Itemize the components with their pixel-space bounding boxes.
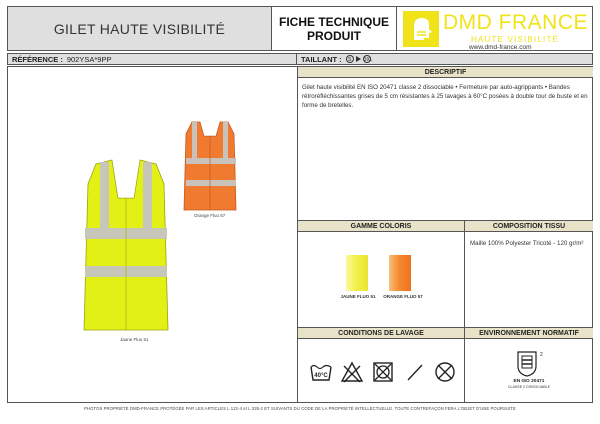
fiche-line-2: PRODUIT [307, 28, 361, 43]
arrow-right-icon [356, 56, 361, 62]
swatch-yellow-label: JAUNE FLUO 51 [340, 294, 376, 299]
no-dry-clean-icon [433, 360, 457, 384]
no-bleach-icon [340, 360, 364, 384]
lavage-heading [298, 327, 464, 339]
size-range [346, 55, 371, 63]
reference-row [7, 53, 297, 65]
body-divider-mid [464, 220, 465, 403]
product-title [7, 6, 272, 51]
composition-heading [465, 220, 593, 232]
brand-logo-block [397, 6, 593, 51]
composition-heading-text: COMPOSITION TISSU [492, 223, 566, 230]
reference-label: RÉFÉRENCE : [12, 54, 63, 64]
taillant-row [297, 53, 593, 65]
en-iso-norm-block [500, 350, 558, 396]
swatch-yellow [346, 255, 368, 291]
yellow-vest-photo [80, 158, 172, 334]
wash-40-icon [309, 360, 333, 384]
size-from-badge: S [346, 55, 354, 63]
descriptif-heading-text: DESCRIPTIF [424, 69, 467, 76]
high-visibility-norm-icon [514, 350, 544, 378]
gamme-coloris-heading [298, 220, 464, 232]
orange-vest-label: Orange Fluo 57 [194, 213, 226, 218]
product-title-text: GILET HAUTE VISIBILITÉ [53, 20, 226, 37]
lavage-heading-text: CONDITIONS DE LAVAGE [338, 330, 424, 337]
brand-logo-icon [402, 10, 440, 48]
wash-temperature: 40°C [314, 373, 328, 379]
gamme-coloris-text: GAMME COLORIS [350, 223, 412, 230]
environnement-heading-text: ENVIRONNEMENT NORMATIF [479, 330, 579, 337]
no-iron-icon [403, 360, 427, 384]
brand-tagline: HAUTE VISIBILITÉ [471, 35, 560, 44]
taillant-label: TAILLANT : [301, 54, 342, 64]
copyright-footer: PHOTOS PROPRIÉTÉ DMD-FRANCE PROTÉGÉE PAR LES ARTICLES L 122-4 et L 335-2 ET SUIVANTS DU CODE DE LA PROPRIÉTÉ INTELLECTUELLE. TOUTE CONTREFAÇON FERA L'OBJET D'UNE POURSUITE [84, 406, 516, 411]
brand-website: www.dmd-france.com [469, 44, 532, 51]
yellow-vest-label: Jaune Fluo 51 [120, 337, 149, 342]
reference-value: 902YSA*9PP [66, 54, 112, 64]
norm-class-number: 2 [540, 352, 543, 358]
orange-vest-photo [178, 118, 242, 212]
brand-name: DMD FRANCE [443, 11, 588, 34]
swatch-orange-label: ORANGE FLUO 57 [383, 294, 423, 299]
swatch-orange [389, 255, 411, 291]
body-divider-vertical [297, 66, 298, 403]
composition-text: Maille 100% Polyester Tricoté - 120 gr/m² [470, 240, 584, 247]
fiche-technique-heading [272, 6, 397, 51]
description-text: Gilet haute visibilité EN ISO 20471 classe 2 dissociable • Fermeture par auto-agrippants • Bandes rétroréfléchissantes grises de 5 cm résistantes à 25 lavages à 60°C posées à double tour de buste et en forme de bretelles. [302, 84, 588, 109]
norm-standard: EN ISO 20471 [513, 379, 545, 384]
fiche-line-1: FICHE TECHNIQUE [278, 14, 389, 29]
no-tumble-dry-icon [371, 360, 395, 384]
environnement-heading [465, 327, 593, 339]
norm-class: CLASSE 2 DISSOCIABLE [507, 385, 551, 389]
size-to-badge: 3XL [363, 57, 373, 63]
descriptif-heading [298, 66, 593, 78]
